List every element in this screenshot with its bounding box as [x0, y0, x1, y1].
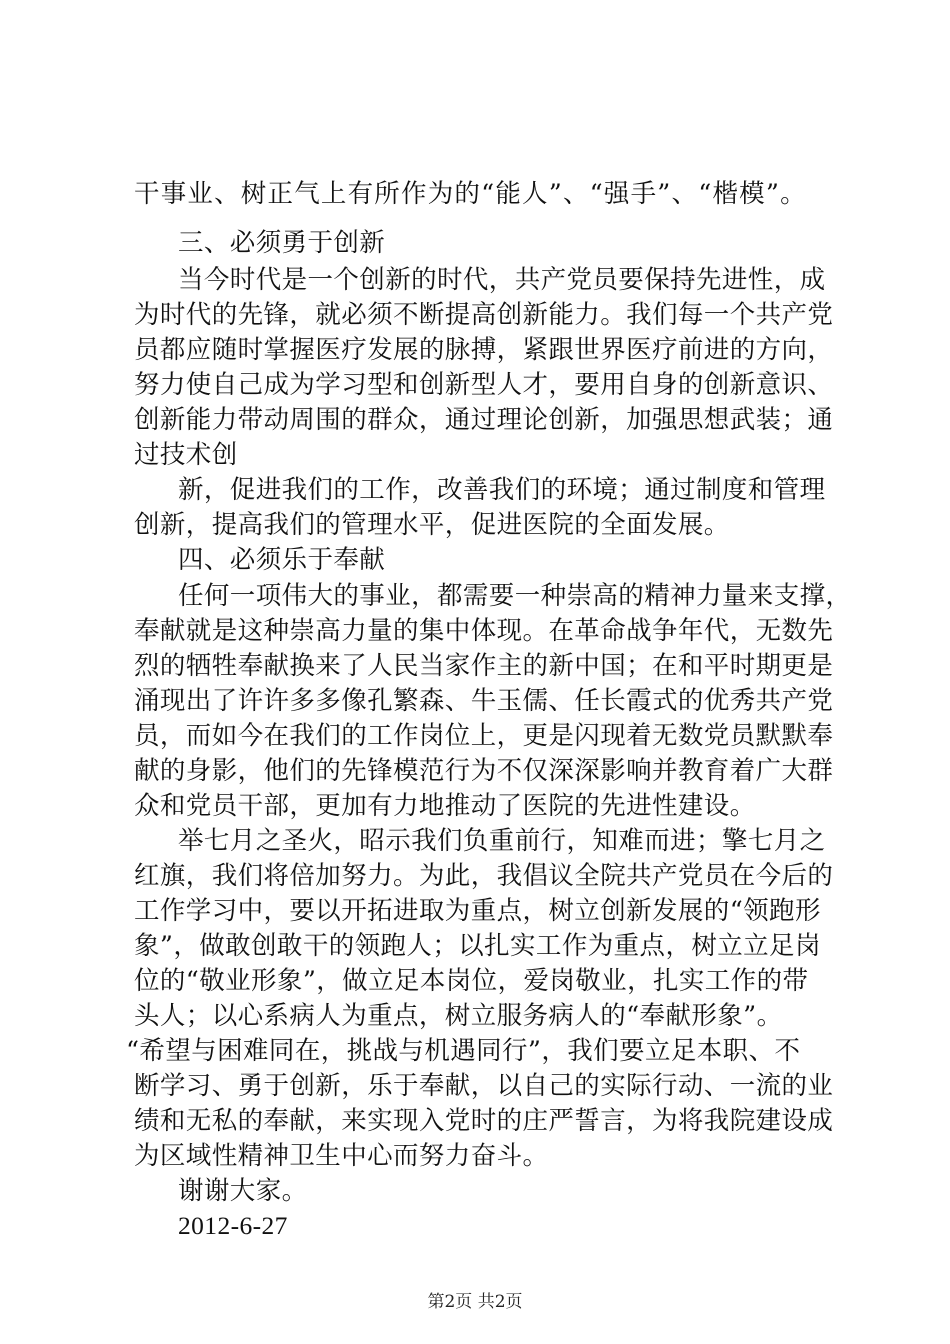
paragraph-line: 众和党员干部，更加有力地推动了医院的先进性建设。 — [134, 791, 756, 821]
closing-thanks: 谢谢大家。 — [178, 1176, 308, 1206]
paragraph-line: 创新，提高我们的管理水平，促进医院的全面发展。 — [134, 510, 730, 540]
paragraph-line: 献的身影，他们的先锋模范行为不仅深深影响并教育着广大群 — [134, 756, 834, 786]
paragraph-line: 努力使自己成为学习型和创新型人才，要用自身的创新意识、 — [134, 370, 834, 400]
paragraph-line: 绩和无私的奉献，来实现入党时的庄严誓言，为将我院建设成 — [134, 1106, 834, 1136]
paragraph-line: 奉献就是这种崇高力量的集中体现。在革命战争年代，无数先 — [134, 616, 834, 646]
paragraph-line: 涌现出了许许多多像孔繁森、牛玉儒、任长霞式的优秀共产党 — [134, 686, 834, 716]
paragraph-line: 员，而如今在我们的工作岗位上，更是闪现着无数党员默默奉 — [134, 721, 834, 751]
paragraph-line: 干事业、树正气上有所作为的“能人”、“强手”、“楷模”。 — [134, 179, 807, 209]
paragraph-line: 任何一项伟大的事业，都需要一种崇高的精神力量来支撑， — [178, 581, 852, 611]
paragraph-line: 新，促进我们的工作，改善我们的环境；通过制度和管理 — [178, 475, 826, 505]
paragraph-line: 过技术创 — [134, 440, 238, 470]
page-footer: 第2页 共2页 — [427, 1292, 523, 1312]
document-date: 2012-6-27 — [178, 1211, 288, 1240]
paragraph-line: 员都应随时掌握医疗发展的脉搏，紧跟世界医疗前进的方向， — [134, 335, 834, 365]
paragraph-line: 为时代的先锋，就必须不断提高创新能力。我们每一个共产党 — [134, 300, 834, 330]
paragraph-line: 头人；以心系病人为重点，树立服务病人的“奉献形象”。 — [134, 1001, 783, 1031]
paragraph-line: 断学习、勇于创新，乐于奉献，以自己的实际行动、一流的业 — [134, 1071, 834, 1101]
paragraph-line: 为区域性精神卫生中心而努力奋斗。 — [134, 1141, 549, 1171]
paragraph-line: 位的“敬业形象”，做立足本岗位，爱岗敬业，扎实工作的带 — [134, 966, 809, 996]
paragraph-line: 创新能力带动周围的群众，通过理论创新，加强思想武装；通 — [134, 405, 834, 435]
paragraph-line: 象”，做敢创敢干的领跑人；以扎实工作为重点，树立立足岗 — [134, 931, 821, 961]
paragraph-line: 举七月之圣火，昭示我们负重前行，知难而进；擎七月之 — [178, 826, 826, 856]
paragraph-line: 工作学习中，要以开拓进取为重点，树立创新发展的“领跑形 — [134, 896, 821, 926]
section-heading: 四、必须乐于奉献 — [178, 545, 386, 575]
paragraph-line: 红旗，我们将倍加努力。为此，我倡议全院共产党员在今后的 — [134, 861, 834, 891]
paragraph-line: 当今时代是一个创新的时代，共产党员要保持先进性，成 — [178, 265, 826, 295]
paragraph-line: 烈的牺牲奉献换来了人民当家作主的新中国；在和平时期更是 — [134, 651, 834, 681]
paragraph-line: “希望与困难同在，挑战与机遇同行”，我们要立足本职、不 — [126, 1036, 801, 1066]
section-heading: 三、必须勇于创新 — [178, 228, 386, 258]
